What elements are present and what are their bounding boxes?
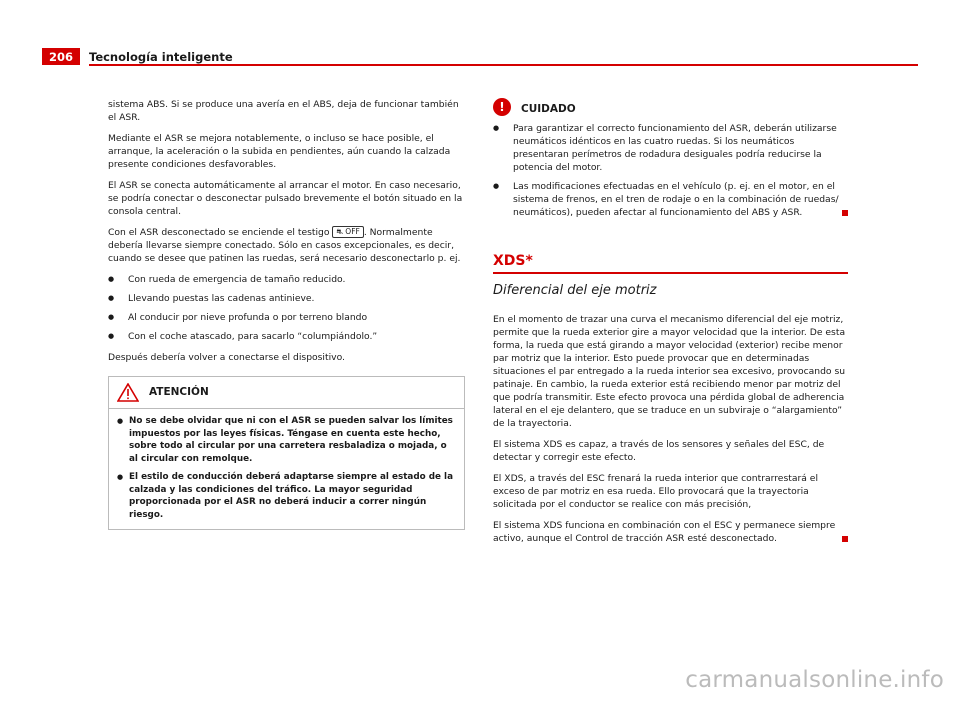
list-item: ● Para garantizar el correcto funcionamiento del ASR, deberán utilizarse neumáticos idénticos en las cuatro ruedas. Si los neumáticos presentaran perímetros de rodadura desiguales podría reducirse la potencia del motor. [493, 122, 848, 174]
paragraph [108, 226, 465, 265]
paragraph: sistema ABS. Si se produce una avería en el ABS, deja de funcionar también el ASR. [108, 99, 459, 123]
caution-header [493, 98, 848, 116]
bullet-list [108, 273, 465, 343]
warning-title: ATENCIÓN [149, 386, 209, 398]
caution-list [493, 122, 848, 219]
subsection-title: Diferencial del eje motriz [493, 283, 657, 298]
section-title: XDS* [493, 253, 533, 269]
asr-off-indicator [332, 226, 363, 238]
paragraph: El sistema XDS es capaz, a través de los sensores y señales del ESC, de detectar y corregir este efecto. [493, 439, 825, 463]
traction-icon: ⛐ [336, 227, 343, 236]
paragraph: Mediante el ASR se mejora notablemente, o incluso se hace posible, el arranque, la aceleración o la subida en pendientes, aún cuando la calzada presente condiciones desfavorables. [108, 133, 451, 170]
page-number: 206 [42, 48, 80, 65]
text: Con el ASR desconectado se enciende el testigo [108, 227, 333, 238]
list-item [493, 180, 848, 219]
page-header-title: Tecnología inteligente [89, 49, 233, 64]
end-marker-icon [842, 536, 848, 542]
text: Las modificaciones efectuadas en el vehículo (p. ej. en el motor, en el sistema de frenos, en el tren de rodaje o en la combinación de ruedas/ neumáticos), pueden afectar al funcionamiento del ABS y ASR. [513, 181, 839, 218]
list-item: ● Con rueda de emergencia de tamaño reducido. [108, 273, 465, 286]
exclamation-icon: ! [493, 98, 511, 116]
paragraph: El ASR se conecta automáticamente al arrancar el motor. En caso necesario, se podría conectar o desconectar pulsado brevemente el botón situado en la consola central. [108, 180, 463, 217]
list-item: ● Con el coche atascado, para sacarlo “columpiándolo.” [108, 330, 465, 343]
warning-box [108, 376, 465, 530]
warning-triangle-icon [117, 383, 139, 402]
list-item: ● Llevando puestas las cadenas antinieve. [108, 292, 465, 305]
list-item: ● No se debe olvidar que ni con el ASR se pueden salvar los límites impuestos por las leyes físicas. Téngase en cuenta este hecho, sobre todo al circular por una carretera resbaladiza o mojada, o al circular con remolque. [117, 415, 456, 465]
header-rule [89, 64, 918, 66]
warning-list [117, 415, 456, 521]
warning-header [109, 383, 464, 409]
text: El sistema XDS funciona en combinación con el ESC y permanece siempre activo, aunque el Control de tracción ASR esté desconectado. [493, 520, 836, 544]
list-item: ● Al conducir por nieve profunda o por terreno blando [108, 311, 465, 324]
list-item: ● El estilo de conducción deberá adaptarse siempre al estado de la calzada y las condiciones del tráfico. La mayor seguridad proporcionada por el ASR no deberá inducir a correr ningún riesgo. [117, 471, 456, 521]
end-marker-icon [842, 210, 848, 216]
paragraph [493, 519, 848, 545]
left-column [108, 98, 465, 530]
text: . Normalmente debería llevarse siempre conectado. Sólo en casos excepcionales, es decir, cuando se desee que patinen las ruedas, será necesario desconectarlo p. ej. [108, 227, 461, 264]
right-column [493, 98, 848, 553]
watermark: carmanualsonline.info [685, 667, 944, 693]
section-rule [493, 272, 848, 274]
caution-title: CUIDADO [521, 103, 576, 115]
paragraph: Después debería volver a conectarse el dispositivo. [108, 352, 345, 363]
indicator-label: OFF [345, 227, 360, 236]
paragraph: El XDS, a través del ESC frenará la rueda interior que contrarrestará el exceso de par motriz en esa rueda. Ello provocará que la trayectoria solicitada por el conductor se realice con más precisión, [493, 473, 818, 510]
paragraph: En el momento de trazar una curva el mecanismo diferencial del eje motriz, permite que la rueda exterior gire a mayor velocidad que la interior. De esta forma, la rueda que está girando a mayor velocidad (exterior) recibe menor par motriz que la interior. Esto puede provocar que en determinadas situaciones el par entregado a la rueda interior sea excesivo, provocando su patinaje. En cambio, la rueda exterior está recibiendo menor par motriz del que podría transmitir. Este efecto provoca una pérdida global de adherencia lateral en el eje delantero, que se traduce en un subviraje o “alargamiento” de la trayectoria. [493, 314, 846, 429]
